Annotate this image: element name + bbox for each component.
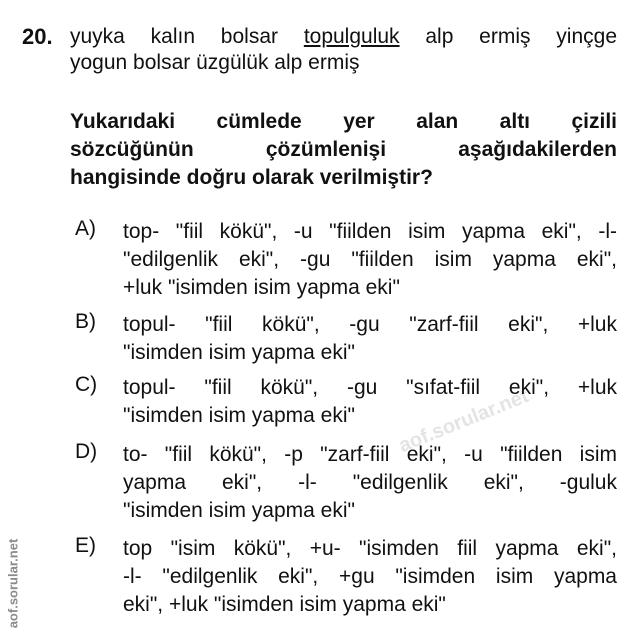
underlined-word: topulguluk xyxy=(303,25,400,48)
watermark: aof.sorular.net xyxy=(395,385,532,458)
option-text[interactable]: to- "fiil kökü", -p "zarf-fiil eki", -u "fiilden isim xyxy=(123,443,617,466)
stem-line-2: yogun bolsar üzgülük alp ermiş xyxy=(70,51,360,74)
option-text[interactable]: top- "fiil kökü", -u "fiilden isim yapma eki", -l- xyxy=(123,220,617,243)
option-text[interactable]: eki", +luk "isimden isim yapma eki" xyxy=(123,593,446,616)
stem-line-1 xyxy=(70,24,617,50)
option-text[interactable]: +luk "isimden isim yapma eki" xyxy=(123,276,400,299)
side-watermark: aof.sorular.net xyxy=(5,538,21,629)
option-label[interactable]: B) xyxy=(75,310,96,333)
option-text[interactable]: "isimden isim yapma eki" xyxy=(123,499,355,522)
question-number: 20. xyxy=(22,24,53,49)
option-label[interactable]: D) xyxy=(75,440,98,463)
prompt-line: sözcüğünün çözümlenişi aşağıdakilerden xyxy=(70,138,617,161)
stem-text: alp ermiş yinçge xyxy=(399,25,618,48)
option-text[interactable]: "isimden isim yapma eki" xyxy=(123,404,355,427)
option-label[interactable]: A) xyxy=(75,217,96,240)
option-label[interactable]: C) xyxy=(75,373,98,396)
option-text[interactable]: -l- "edilgenlik eki", +gu "isimden isim yapma xyxy=(123,565,617,588)
option-text[interactable]: topul- "fiil kökü", -gu "zarf-fiil eki", +luk xyxy=(123,313,617,336)
option-text[interactable]: topul- "fiil kökü", -gu "sıfat-fiil eki", +luk xyxy=(123,376,617,399)
option-text[interactable]: "edilgenlik eki", -gu "fiilden isim yapma eki", xyxy=(123,248,617,271)
stem-text: yuyka kalın bolsar xyxy=(70,25,304,48)
option-label[interactable]: E) xyxy=(75,534,96,557)
prompt-line: Yukarıdaki cümlede yer alan altı çizili xyxy=(70,110,617,133)
option-text[interactable]: top "isim kökü", +u- "isimden fiil yapma eki", xyxy=(123,537,617,560)
option-text[interactable]: yapma eki", -l- "edilgenlik eki", -guluk xyxy=(123,471,617,494)
option-text[interactable]: "isimden isim yapma eki" xyxy=(123,341,355,364)
prompt-line: hangisinde doğru olarak verilmiştir? xyxy=(70,166,433,189)
